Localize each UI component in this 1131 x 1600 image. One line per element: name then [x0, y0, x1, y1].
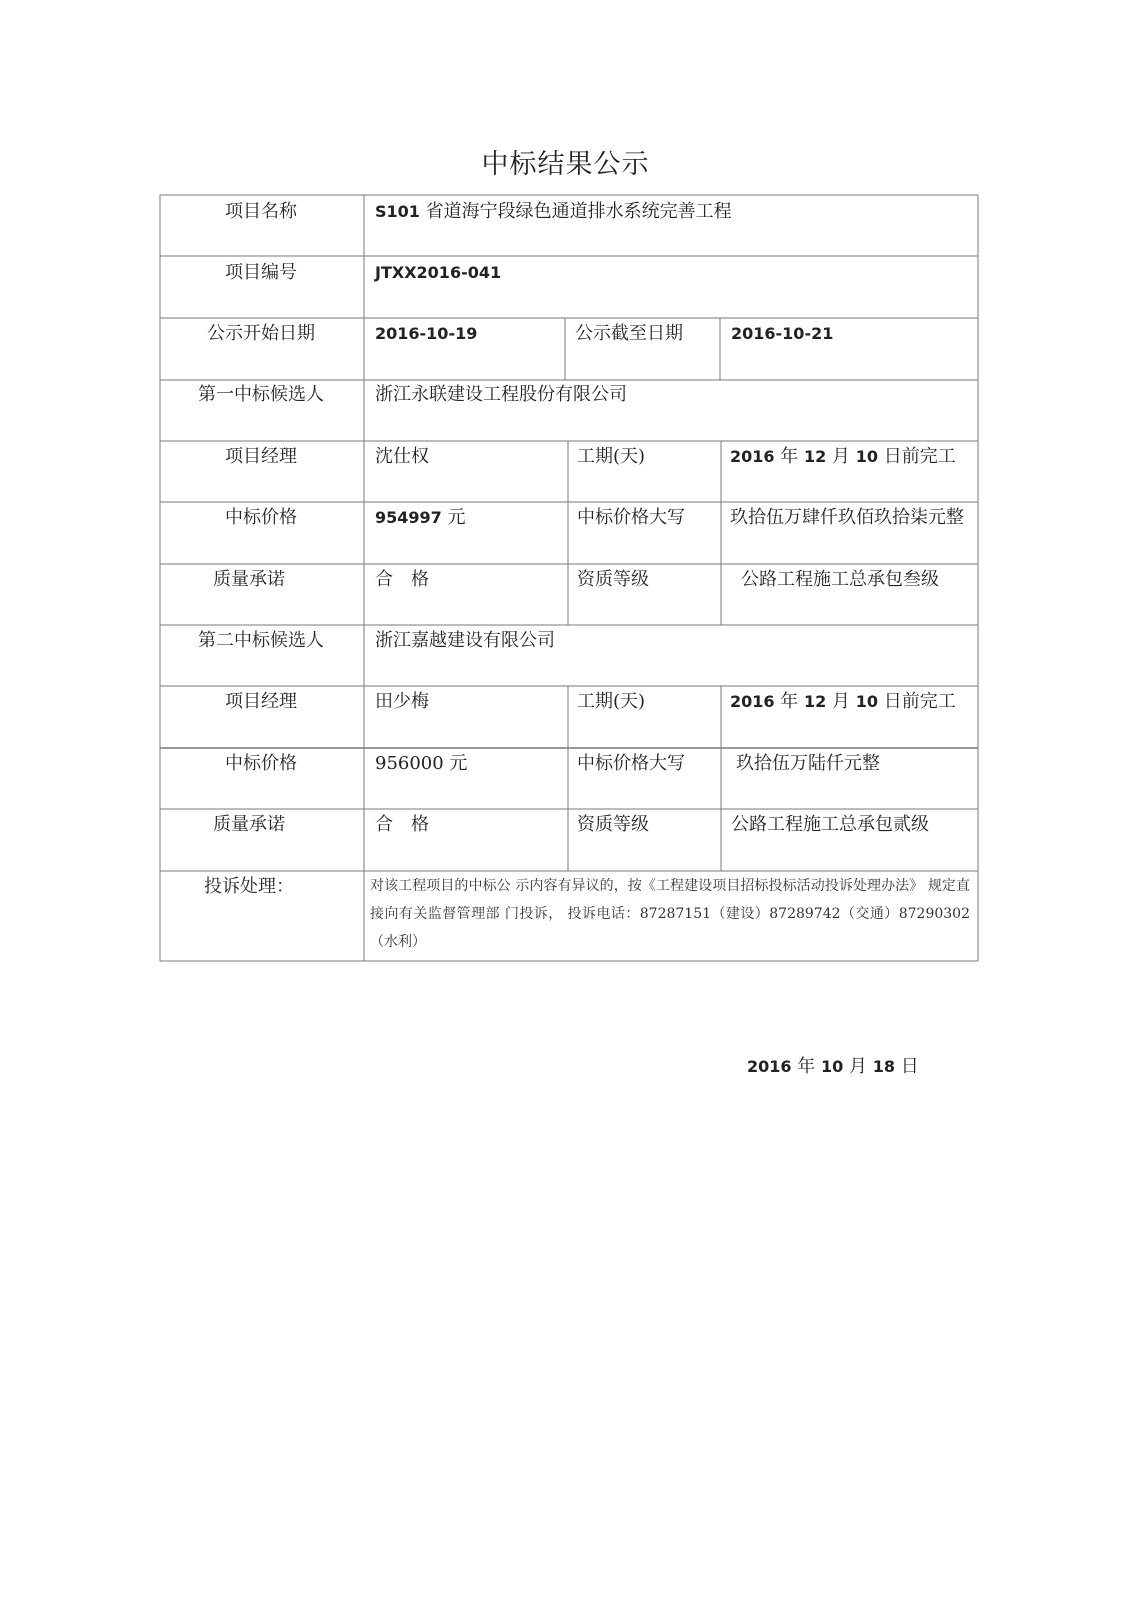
candidate-2-company: 浙江嘉越建设有限公司 — [375, 630, 555, 651]
candidate-1-period-label: 工期(天) — [577, 446, 646, 467]
candidate-2-quality-label: 质量承诺 — [213, 814, 285, 835]
period-day: 10 — [855, 447, 878, 466]
candidate-2-manager: 田少梅 — [375, 691, 429, 712]
candidate-2-price-upper-label: 中标价格大写 — [577, 753, 685, 774]
publicity-end-value: 2016-10-21 — [731, 324, 834, 343]
period-year-unit: 年 — [774, 446, 804, 467]
candidate-2-label: 第二中标候选人 — [198, 630, 324, 651]
price-number: 954997 — [375, 508, 442, 527]
candidate-1-period — [730, 443, 956, 471]
period-month-unit: 月 — [826, 446, 856, 467]
project-name-text: 省道海宁段绿色通道排水系统完善工程 — [419, 201, 732, 222]
candidate-2-period-label: 工期(天) — [577, 691, 646, 712]
candidate-1-price — [375, 504, 466, 532]
complaint-label: 投诉处理： — [204, 876, 294, 897]
complaint-text: 对该工程项目的中标公 示内容有异议的，按《工程建设项目招标投标活动投诉处理办法》 规定直接向有关监督管理部 门投诉， 投诉电话：87287151（建设）87289742（交通）87290302（水利） — [370, 878, 970, 950]
candidate-1-manager-label: 项目经理 — [225, 446, 297, 467]
candidate-1-price-upper-label: 中标价格大写 — [577, 507, 685, 528]
publicity-end-label: 公示截至日期 — [575, 323, 683, 344]
date-year: 2016 — [747, 1057, 792, 1076]
candidate-1-quality: 合 格 — [375, 569, 429, 590]
candidate-2-price: 956000 元 — [375, 753, 468, 774]
footer-date — [747, 1052, 919, 1078]
candidate-1-company: 浙江永联建设工程股份有限公司 — [375, 384, 627, 405]
period-month-unit: 月 — [826, 691, 856, 712]
publicity-start-label: 公示开始日期 — [207, 323, 315, 344]
project-name-value — [375, 198, 732, 226]
project-name-label: 项目名称 — [225, 201, 297, 222]
date-month: 10 — [820, 1057, 844, 1076]
candidate-1-quality-label: 质量承诺 — [213, 569, 285, 590]
period-suffix: 日前完工 — [877, 691, 956, 712]
candidate-2-manager-label: 项目经理 — [225, 691, 297, 712]
candidate-2-price-label: 中标价格 — [225, 753, 297, 774]
page-title: 中标结果公示 — [481, 149, 650, 180]
candidate-1-qual: 公路工程施工总承包叁级 — [741, 569, 939, 590]
candidate-2-price-upper: 玖拾伍万陆仟元整 — [736, 753, 880, 774]
date-day-unit: 日 — [894, 1056, 919, 1077]
publicity-start-value: 2016-10-19 — [375, 324, 478, 343]
date-month-unit: 月 — [843, 1056, 873, 1077]
period-suffix: 日前完工 — [877, 446, 956, 467]
candidate-1-price-upper: 玖拾伍万肆仟玖佰玖拾柒元整 — [730, 507, 964, 528]
candidate-2-period — [730, 688, 956, 716]
candidate-2-qual: 公路工程施工总承包贰级 — [731, 814, 929, 835]
date-year-unit: 年 — [791, 1056, 821, 1077]
period-month: 12 — [803, 447, 827, 466]
period-day: 10 — [855, 692, 878, 711]
candidate-2-quality: 合 格 — [375, 814, 429, 835]
price-unit: 元 — [441, 507, 466, 528]
project-name-code: S101 — [375, 202, 420, 221]
candidate-2-qual-label: 资质等级 — [577, 814, 649, 835]
period-year: 2016 — [730, 692, 775, 711]
project-number-label: 项目编号 — [225, 262, 297, 283]
candidate-1-qual-label: 资质等级 — [577, 569, 649, 590]
candidate-1-label: 第一中标候选人 — [198, 384, 324, 405]
date-day: 18 — [872, 1057, 895, 1076]
period-month: 12 — [803, 692, 827, 711]
candidate-1-manager: 沈仕权 — [375, 446, 429, 467]
period-year-unit: 年 — [774, 691, 804, 712]
period-year: 2016 — [730, 447, 775, 466]
project-number-value: JTXX2016-041 — [375, 263, 502, 282]
candidate-1-price-label: 中标价格 — [225, 507, 297, 528]
